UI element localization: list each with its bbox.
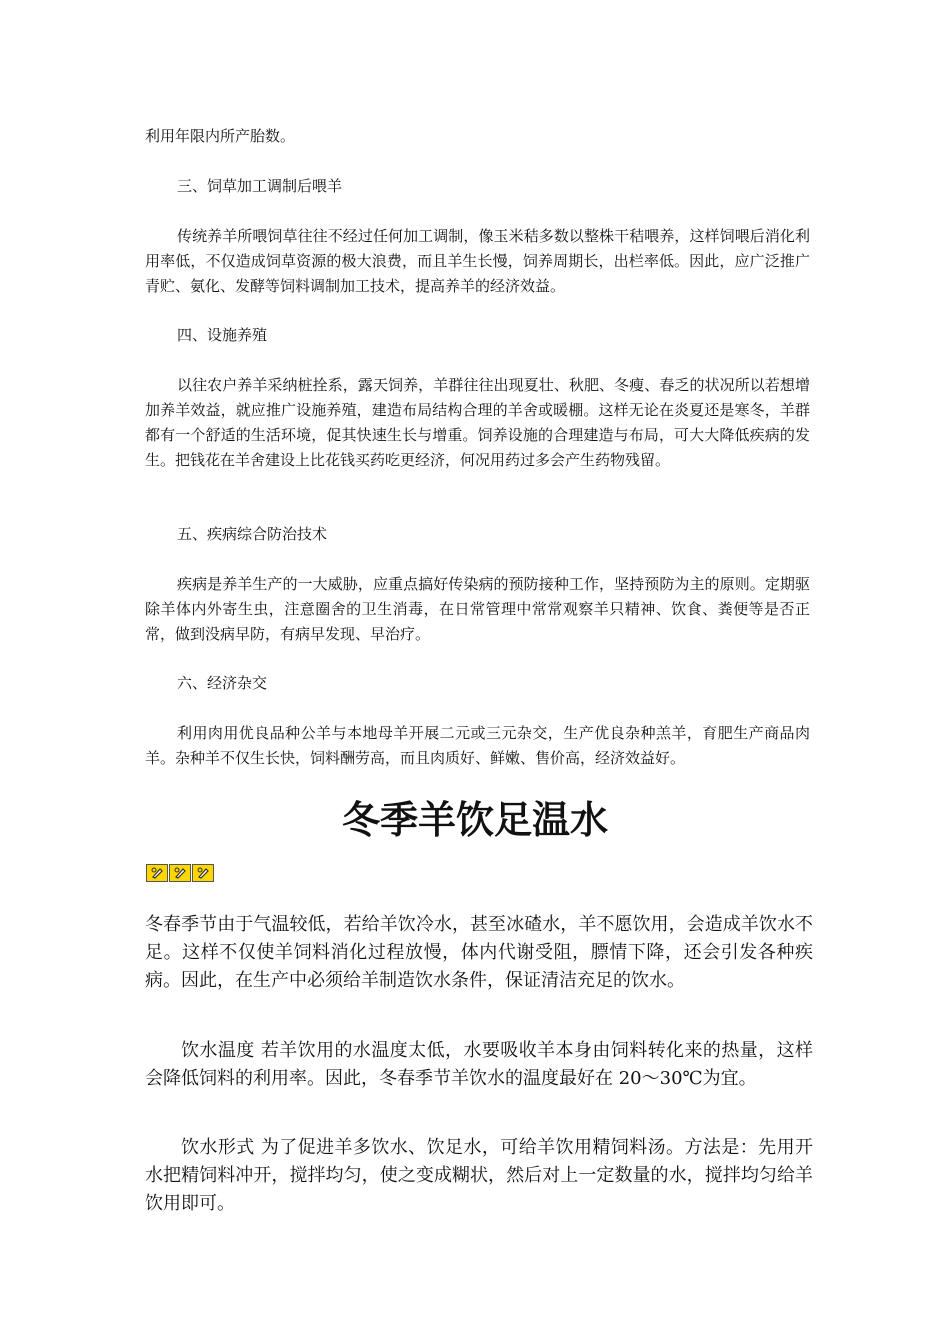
section-heading-5: 五、疾病综合防治技术	[177, 525, 328, 543]
pen-icon	[146, 864, 168, 882]
section-body-3: 传统养羊所喂饲草往往不经过任何加工调制，像玉米秸多数以整株干秸喂养，这样饲喂后消化利用率低，不仅造成饲草资源的极大浪费，而且羊生长慢，饲养周期长，出栏率低。因此，应广泛推广青贮、氨化、发酵等饲料调制加工技术，提高养羊的经济效益。	[145, 227, 810, 295]
article-paragraph-water-form: 饮水形式 为了促进羊多饮水、饮足水，可给羊饮用精饲料汤。方法是：先用开水把精饲料冲开，搅拌均匀，使之变成糊状，然后对上一定数量的水，搅拌均匀给羊饮用即可。	[145, 1137, 813, 1214]
article-title: 冬季羊饮足温水	[341, 797, 608, 842]
section-heading-3: 三、饲草加工调制后喂羊	[177, 177, 343, 195]
pen-icon	[192, 864, 214, 882]
section-body-5: 疾病是养羊生产的一大威胁，应重点搞好传染病的预防接种工作，坚持预防为主的原则。定期驱除羊体内外寄生虫，注意圈舍的卫生消毒，在日常管理中常常观察羊只精神、饮食、粪便等是否正常，做到没病早防，有病早发现、早治疗。	[145, 575, 810, 643]
section-body-6: 利用肉用优良品种公羊与本地母羊开展二元或三元杂交，生产优良杂种羔羊，育肥生产商品肉羊。杂种羊不仅生长快，饲料酬劳高，而且肉质好、鲜嫩、售价高，经济效益好。	[145, 724, 810, 767]
section-heading-6: 六、经济杂交	[177, 674, 268, 692]
section-body-4: 以往农户养羊采纳桩拴系，露天饲养，羊群往往出现夏壮、秋肥、冬瘦、春乏的状况所以若想增加养羊效益，就应推广设施养殖，建造布局结构合理的羊舍或暖棚。这样无论在炎夏还是寒冬，羊群都有一个舒适的生活环境，促其快速生长与增重。饲养设施的合理建造与布局，可大大降低疾病的发生。把钱花在羊舍建设上比花钱买药吃更经济，何况用药过多会产生药物残留。	[145, 376, 810, 469]
article-intro: 冬春季节由于气温较低，若给羊饮冷水，甚至冰碴水，羊不愿饮用，会造成羊饮水不足。这样不仅使羊饲料消化过程放慢，体内代谢受阻，膘情下降，还会引发各种疾病。因此，在生产中必须给羊制造饮水条件，保证清洁充足的饮水。	[145, 914, 813, 991]
article-paragraph-water-temperature: 饮水温度 若羊饮用的水温度太低，水要吸收羊本身由饲料转化来的热量，这样会降低饲料的利用率。因此，冬春季节羊饮水的温度最好在 20～30℃为宜。	[145, 1040, 813, 1089]
rating-icons	[146, 864, 215, 884]
pen-icon	[169, 864, 191, 882]
paragraph-continuation: 利用年限内所产胎数。	[145, 127, 296, 145]
section-heading-4: 四、设施养殖	[177, 326, 268, 344]
